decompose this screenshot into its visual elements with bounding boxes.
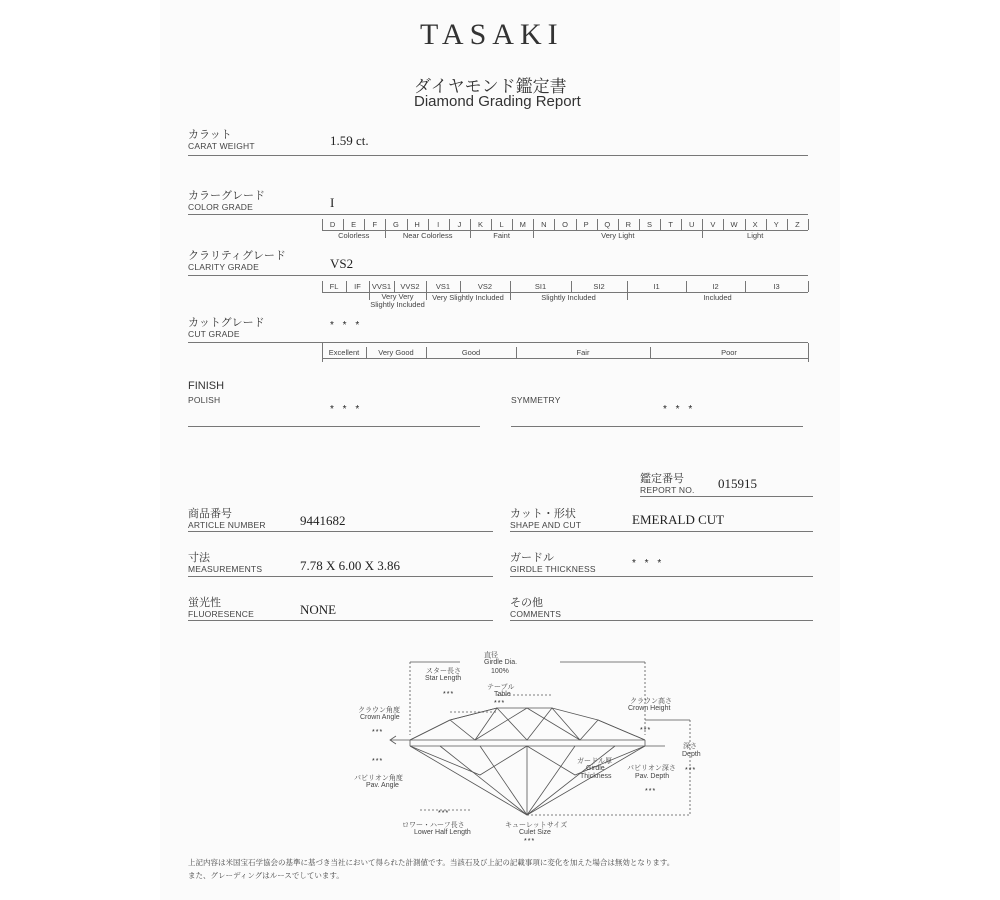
article-label-en: ARTICLE NUMBER bbox=[188, 520, 266, 530]
color-grade-I: I bbox=[437, 220, 440, 229]
color-value: I bbox=[330, 195, 335, 210]
color-group-3: Very Light bbox=[601, 231, 635, 240]
culet-label-en: Culet Size bbox=[519, 829, 551, 836]
color-grade-W: W bbox=[730, 220, 738, 229]
cut-grade-3: Fair bbox=[576, 348, 590, 357]
color-grade-T: T bbox=[668, 220, 673, 229]
divider bbox=[188, 531, 493, 532]
culet-value: *** bbox=[524, 838, 536, 845]
report-title-jp: ダイヤモンド鑑定書 bbox=[414, 77, 567, 96]
clarity-grade-10: I3 bbox=[773, 282, 780, 291]
clarity-label-jp: クラリティグレード bbox=[188, 250, 286, 262]
scale-line bbox=[322, 358, 808, 359]
cut-label-en: CUT GRADE bbox=[188, 329, 240, 339]
color-grade-Q: Q bbox=[604, 220, 611, 229]
star-length-value: *** bbox=[443, 691, 455, 698]
crown-angle-value: *** bbox=[372, 729, 384, 736]
report-title-en: Diamond Grading Report bbox=[414, 93, 581, 110]
divider bbox=[510, 576, 813, 577]
clarity-grade-7: SI2 bbox=[593, 282, 605, 291]
clarity-grade-9: I2 bbox=[712, 282, 719, 291]
group-tick bbox=[510, 292, 511, 300]
divider bbox=[640, 496, 813, 497]
clarity-group-2: Slightly Included bbox=[541, 293, 596, 302]
color-grade-H: H bbox=[414, 220, 420, 229]
table-label-jp: テーブル bbox=[487, 684, 515, 691]
cut-grade-4: Poor bbox=[721, 348, 737, 357]
color-group-4: Light bbox=[747, 231, 764, 240]
footer-note-line2: また、グレーディングはルースでしています。 bbox=[188, 871, 344, 880]
clarity-grade-0: FL bbox=[329, 282, 339, 291]
girdle-dia-label-en: Girdle Dia. bbox=[484, 659, 518, 666]
cut-grade-0: Excellent bbox=[328, 348, 360, 357]
color-grade-N: N bbox=[541, 220, 547, 229]
girdle-thickness-label-en1: Girdle bbox=[586, 765, 605, 772]
clarity-grade-6: SI1 bbox=[534, 282, 547, 291]
lower-half-label-en: Lower Half Length bbox=[414, 829, 471, 836]
clarity-label-en: CLARITY GRADE bbox=[188, 262, 259, 272]
color-grade-K: K bbox=[477, 220, 483, 229]
group-tick bbox=[533, 230, 534, 238]
scale-tick bbox=[808, 343, 809, 362]
color-grade-P: P bbox=[583, 220, 589, 229]
group-tick bbox=[426, 292, 427, 300]
cut-grade-1: Very Good bbox=[378, 348, 414, 357]
group-tick bbox=[627, 292, 628, 300]
crown-outline bbox=[410, 708, 645, 740]
clarity-group-0: Very Very Slightly Included bbox=[370, 292, 425, 309]
divider bbox=[511, 426, 803, 427]
scale-tick bbox=[808, 281, 809, 292]
pav-angle-label-en: Pav. Angle bbox=[366, 782, 399, 789]
pav-angle-label-jp: パビリオン角度 bbox=[354, 775, 403, 782]
cut-grade-2: Good bbox=[461, 348, 481, 357]
measurements-value: 7.78 X 6.00 X 3.86 bbox=[300, 558, 401, 573]
color-grade-Y: Y bbox=[773, 220, 779, 229]
carat-label-en: CARAT WEIGHT bbox=[188, 141, 255, 151]
carat-label-jp: カラット bbox=[188, 129, 232, 141]
star-length-label-jp: スター長さ bbox=[426, 668, 461, 675]
group-tick bbox=[702, 230, 703, 238]
report-no-label-en: REPORT NO. bbox=[640, 485, 695, 495]
color-grade-J: J bbox=[457, 220, 462, 229]
culet-label-jp: キューレットサイズ bbox=[505, 822, 568, 829]
table-value: *** bbox=[494, 700, 506, 707]
brand-logo: TASAKI bbox=[420, 18, 564, 51]
color-group-2: Faint bbox=[493, 231, 510, 240]
group-tick bbox=[470, 230, 471, 238]
carat-value: 1.59 ct. bbox=[330, 133, 369, 148]
shape-value: EMERALD CUT bbox=[632, 512, 725, 527]
crown-angle-label-en: Crown Angle bbox=[360, 714, 400, 721]
divider bbox=[188, 275, 808, 276]
crown-height-value: *** bbox=[640, 727, 652, 734]
divider bbox=[188, 576, 493, 577]
color-grade-R: R bbox=[625, 220, 632, 229]
depth-label-jp: 深さ bbox=[683, 743, 697, 750]
color-grade-X: X bbox=[752, 220, 758, 229]
comments-label-en: COMMENTS bbox=[510, 609, 562, 619]
color-label-jp: カラーグレード bbox=[188, 190, 265, 202]
color-grade-L: L bbox=[499, 220, 504, 229]
fluorescence-value: NONE bbox=[300, 602, 337, 617]
article-value: 9441682 bbox=[300, 513, 346, 528]
color-grade-E: E bbox=[351, 220, 357, 229]
shape-label-en: SHAPE AND CUT bbox=[510, 520, 582, 530]
group-tick bbox=[369, 292, 370, 300]
polish-label: POLISH bbox=[188, 395, 221, 405]
color-group-0: Colorless bbox=[338, 231, 370, 240]
table-label-en: Table bbox=[494, 691, 511, 698]
color-grade-F: F bbox=[372, 220, 378, 229]
symmetry-value: * * * bbox=[663, 404, 696, 415]
color-grade-O: O bbox=[562, 220, 568, 229]
clarity-grade-2: VVS1 bbox=[371, 282, 392, 291]
depth-value: *** bbox=[685, 767, 697, 774]
divider bbox=[188, 426, 480, 427]
pav-depth-label-en: Pav. Depth bbox=[635, 773, 670, 780]
divider bbox=[188, 214, 808, 215]
fluorescence-label-en: FLUORESENCE bbox=[188, 609, 254, 619]
polish-value: * * * bbox=[330, 404, 363, 415]
scale-tick bbox=[808, 219, 809, 230]
lower-half-value: *** bbox=[438, 810, 450, 817]
girdle-value: * * * bbox=[632, 558, 665, 569]
color-grade-V: V bbox=[710, 220, 716, 229]
pav-depth-value: *** bbox=[645, 788, 657, 795]
color-group-1: Near Colorless bbox=[402, 231, 453, 240]
pav-depth-label-jp: パビリオン深さ bbox=[627, 765, 676, 772]
girdle-label-jp: ガードル bbox=[510, 552, 554, 564]
divider bbox=[510, 531, 813, 532]
crown-angle-label-jp: クラウン角度 bbox=[358, 707, 400, 714]
lower-half-label-jp: ロワー・ハーフ長さ bbox=[402, 822, 465, 829]
color-label-en: COLOR GRADE bbox=[188, 202, 254, 212]
cut-label-jp: カットグレード bbox=[188, 317, 265, 329]
symmetry-label: SYMMETRY bbox=[511, 395, 561, 405]
shape-label-jp: カット・形状 bbox=[510, 508, 576, 520]
girdle-dia-label-jp: 直径 bbox=[484, 652, 498, 659]
divider bbox=[188, 620, 493, 621]
pav-angle-value: *** bbox=[372, 758, 384, 765]
report-no-value: 015915 bbox=[718, 476, 757, 491]
divider bbox=[188, 155, 808, 156]
color-grade-M: M bbox=[519, 220, 526, 229]
comments-label-jp: その他 bbox=[510, 597, 543, 609]
color-grade-U: U bbox=[689, 220, 695, 229]
clarity-grade-5: VS2 bbox=[477, 282, 493, 291]
clarity-group-1: Very Slightly Included bbox=[432, 293, 504, 302]
finish-label: FINISH bbox=[188, 380, 225, 392]
depth-label-en: Depth bbox=[682, 751, 701, 758]
color-grade-Z: Z bbox=[795, 220, 800, 229]
cut-value: * * * bbox=[330, 320, 363, 331]
article-label-jp: 商品番号 bbox=[188, 508, 232, 520]
scale-tick bbox=[322, 343, 323, 362]
clarity-grade-3: VVS2 bbox=[400, 282, 420, 291]
clarity-value: VS2 bbox=[330, 256, 354, 271]
report-no-label-jp: 鑑定番号 bbox=[640, 473, 684, 485]
footer-note-line1: 上記内容は米国宝石学協会の基準に基づき当社において得られた計測値です。当該石及び上記の記載事項に変化を加えた場合は無効となります。 bbox=[188, 858, 675, 867]
clarity-group-3: Included bbox=[703, 293, 732, 302]
clarity-grade-1: IF bbox=[354, 282, 361, 291]
measurements-label-en: MEASUREMENTS bbox=[188, 564, 263, 574]
girdle-label-en: GIRDLE THICKNESS bbox=[510, 564, 596, 574]
group-tick bbox=[385, 230, 386, 238]
color-grade-D: D bbox=[329, 220, 336, 229]
girdle-thickness-label-en2: Thickness bbox=[580, 773, 612, 780]
color-grade-S: S bbox=[647, 220, 653, 229]
divider bbox=[188, 342, 808, 343]
measurements-label-jp: 寸法 bbox=[188, 552, 210, 564]
girdle-dia-value: 100% bbox=[491, 668, 509, 675]
fluorescence-label-jp: 蛍光性 bbox=[188, 597, 221, 609]
star-length-label-en: Star Length bbox=[425, 675, 462, 682]
clarity-grade-4: VS1 bbox=[435, 282, 451, 291]
divider bbox=[510, 620, 813, 621]
crown-height-label-en: Crown Height bbox=[628, 705, 671, 712]
crown-height-label-jp: クラウン高さ bbox=[630, 698, 672, 705]
girdle-thickness-label-jp: ガードル厚 bbox=[577, 758, 612, 765]
clarity-grade-8: I1 bbox=[653, 282, 660, 291]
color-grade-G: G bbox=[393, 220, 399, 229]
